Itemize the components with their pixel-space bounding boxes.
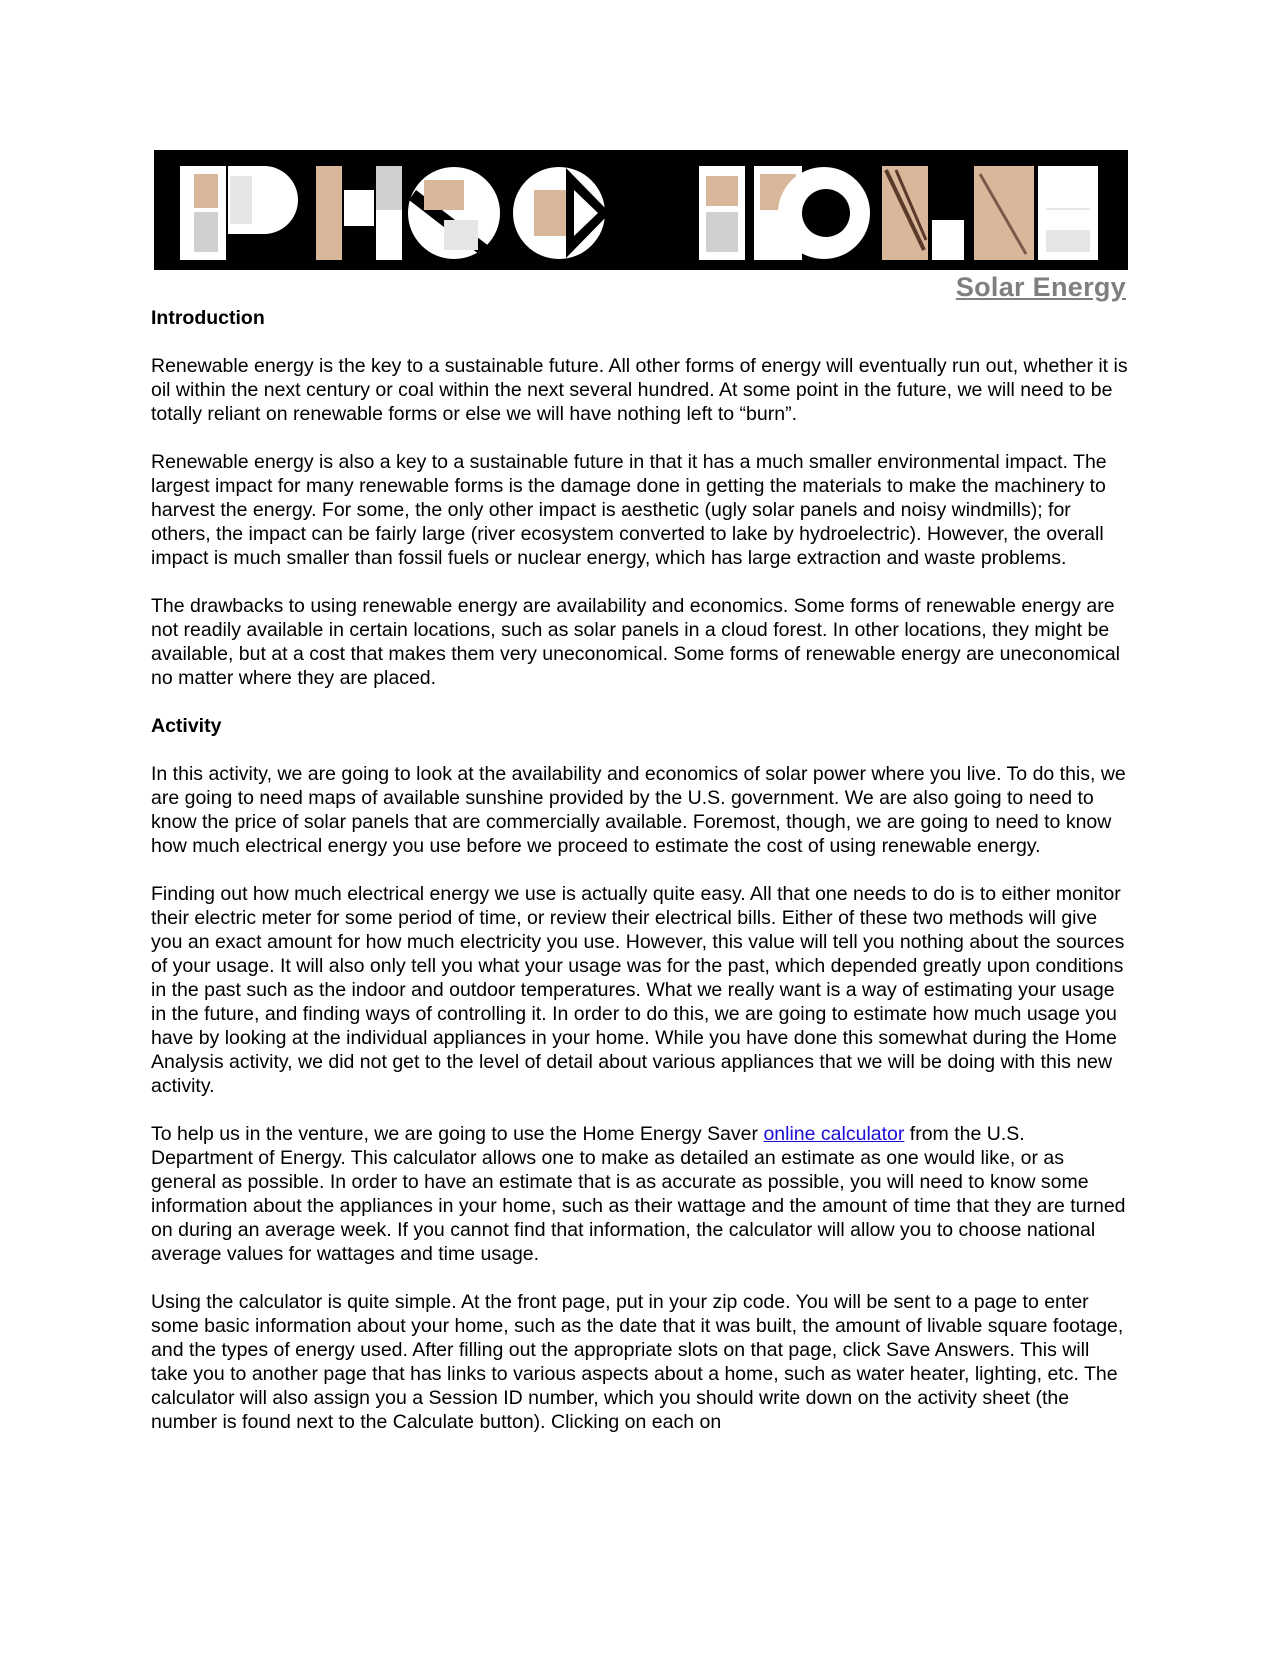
activity-heading: Activity xyxy=(151,715,222,737)
intro-paragraph-1: Renewable energy is the key to a sustainable future. All other forms of energy will eventually run out, whether it is oil within the next century or coal within the next several hundred. At some point in the future, we will need to be totally reliant on renewable forms or else we will have nothing left to “burn”. xyxy=(151,355,1128,425)
activity-paragraph-3-end: from the U.S. Department of Energy. This calculator allows one to make as detailed an estimate as one would like, or as general as possible. In order to have an estimate that is as accurate as possible, you will need to know some information about the appliances in your home, such as their wattage and the amount of time that they are turned on during an average week. If you cannot find that information, the calculator will allow you to choose national average values for wattages and time usage. xyxy=(151,1123,1126,1265)
course-banner xyxy=(154,150,1128,270)
activity-paragraph-1: In this activity, we are going to look at the availability and economics of solar power where you live. To do this, we are going to need maps of available sunshine provided by the U.S. government. We are also going to need to know the price of solar panels that are commercially available. Foremost, though, we are going to need to know how much electrical energy you use before we proceed to estimate the cost of using renewable energy. xyxy=(151,763,1126,857)
activity-paragraph-2: Finding out how much electrical energy we use is actually quite easy. All that one needs to do is to either monitor their electric meter for some period of time, or review their electrical bills. Either of these two methods will give you an exact amount for how much electricity you use. However, this value will tell you nothing about the sources of your usage. It will also only tell you what your usage was for the past, which depended greatly upon conditions in the past such as the indoor and outdoor temperatures. What we really want is a way of estimating your usage in the future, and finding ways of controlling it. In order to do this, we are going to estimate how much usage you have by looking at the individual appliances in your home. While you have done this somewhat during the Home Analysis activity, we did not get to the level of detail about various appliances that we will be doing with this new activity. xyxy=(151,883,1125,1097)
online-calculator-link[interactable]: online calculator xyxy=(763,1123,905,1145)
document-title: Solar Energy xyxy=(955,272,1126,302)
intro-paragraph-2: Renewable energy is also a key to a sustainable future in that it has a much smaller environmental impact. The largest impact for many renewable forms is the damage done in getting the materials to make the machinery to harvest the energy. For some, the only other impact is aesthetic (ugly solar panels and noisy windmills); for others, the impact can be fairly large (river ecosystem converted to lake by hydroelectric). However, the overall impact is much smaller than fossil fuels or nuclear energy, which has large extraction and waste problems. xyxy=(151,451,1107,569)
course-banner-logo xyxy=(154,150,1128,270)
introduction-heading: Introduction xyxy=(151,307,265,329)
activity-paragraph-4: Using the calculator is quite simple. At the front page, put in your zip code. You will be sent to a page to enter some basic information about your home, such as the date that it was built, the amount of livable square footage, and the types of energy used. After filling out the appropriate slots on that page, click Save Answers. This will take you to another page that has links to various aspects about a home, such as water heater, lighting, etc. The calculator will also assign you a Session ID number, which you should write down on the activity sheet (the number is found next to the Calculate button). Clicking on each on xyxy=(151,1291,1124,1433)
activity-paragraph-3-start: To help us in the venture, we are going to use the Home Energy Saver xyxy=(151,1123,764,1145)
intro-paragraph-3: The drawbacks to using renewable energy are availability and economics. Some forms of renewable energy are not readily available in certain locations, such as solar panels in a cloud forest. In other locations, they might be available, but at a cost that makes them very uneconomical. Some forms of renewable energy are uneconomical no matter where they are placed. xyxy=(151,595,1121,689)
document-body xyxy=(151,306,1131,1434)
activity-paragraph-3 xyxy=(151,1122,1131,1266)
